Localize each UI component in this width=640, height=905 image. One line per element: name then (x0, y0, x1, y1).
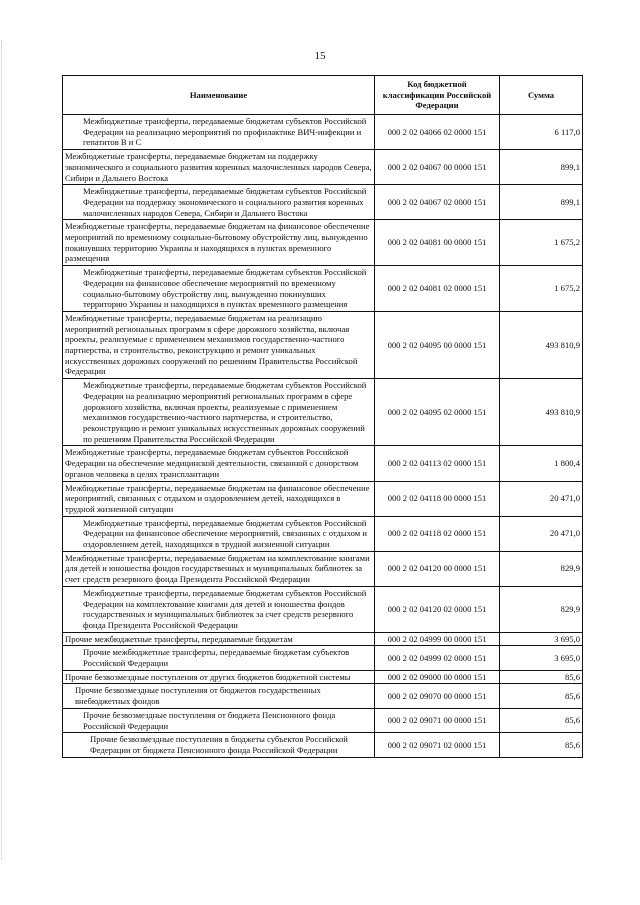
scan-edge-mark (1, 40, 6, 860)
table-row (63, 551, 583, 586)
row-name-cell: Межбюджетные трансферты, передаваемые бюджетам на финансовое обеспечение мероприятий, связанных с отдыхом и оздоровлением детей, находящихся в трудной жизненной ситуации (63, 481, 375, 516)
row-code-cell: 000 2 02 04118 02 0000 151 (375, 516, 500, 551)
row-name-cell: Межбюджетные трансферты, передаваемые бюджетам на поддержку экономического и социального развития коренных малочисленных народов Севера, Сибири и Дальнего Востока (63, 150, 375, 185)
row-name-cell: Прочие безвозмездные поступления в бюджеты субъектов Российской Федерации от бюджета Пенсионного фонда Российской Федерации (63, 733, 375, 757)
table-row (63, 733, 583, 757)
row-sum-cell: 3 695,0 (500, 632, 583, 646)
header-sum: Сумма (500, 76, 583, 115)
row-name-cell: Межбюджетные трансферты, передаваемые бюджетам на комплектование книгами для детей и юношества фондов государственных и муниципальных библиотек за счет средств резервного фонда Президента Российской Федерации (63, 551, 375, 586)
row-code-cell: 000 2 02 04067 00 0000 151 (375, 150, 500, 185)
row-sum-cell: 829,9 (500, 586, 583, 632)
row-name-cell: Прочие межбюджетные трансферты, передаваемые бюджетам (63, 632, 375, 646)
row-code-cell: 000 2 02 04066 02 0000 151 (375, 115, 500, 150)
row-code-cell: 000 2 02 04113 02 0000 151 (375, 446, 500, 481)
row-code-cell: 000 2 02 04067 02 0000 151 (375, 185, 500, 220)
table-row (63, 311, 583, 378)
table-header-row (63, 76, 583, 115)
table-row (63, 481, 583, 516)
row-code-cell: 000 2 02 04118 00 0000 151 (375, 481, 500, 516)
table-row (63, 586, 583, 632)
row-sum-cell: 85,6 (500, 733, 583, 757)
table-row (63, 185, 583, 220)
table-row (63, 115, 583, 150)
row-sum-cell: 899,1 (500, 185, 583, 220)
row-code-cell: 000 2 02 09000 00 0000 151 (375, 670, 500, 684)
row-name-cell: Межбюджетные трансферты, передаваемые бюджетам на реализацию мероприятий региональных программ в сфере дорожного хозяйства, включая проекты, реализуемые с применением механизмов государственно-частного партнерства, и строительство, реконструкцию и ремонт уникальных искусственных дорожных сооружений по решениям Правительства Российской Федерации (63, 311, 375, 378)
row-sum-cell: 1 800,4 (500, 446, 583, 481)
row-sum-cell: 85,6 (500, 684, 583, 708)
row-sum-cell: 493 810,9 (500, 379, 583, 446)
row-code-cell: 000 2 02 04081 00 0000 151 (375, 220, 500, 266)
row-sum-cell: 85,6 (500, 670, 583, 684)
row-sum-cell: 85,6 (500, 708, 583, 732)
row-sum-cell: 829,9 (500, 551, 583, 586)
row-sum-cell: 6 117,0 (500, 115, 583, 150)
row-sum-cell: 20 471,0 (500, 516, 583, 551)
row-name-cell: Межбюджетные трансферты, передаваемые бюджетам субъектов Российской Федерации на обеспечение медицинской деятельности, связанной с донорством органов человека в целях трансплантации (63, 446, 375, 481)
row-code-cell: 000 2 02 09071 02 0000 151 (375, 733, 500, 757)
row-sum-cell: 3 695,0 (500, 646, 583, 670)
row-sum-cell: 20 471,0 (500, 481, 583, 516)
row-code-cell: 000 2 02 04999 00 0000 151 (375, 632, 500, 646)
row-sum-cell: 1 675,2 (500, 220, 583, 266)
row-code-cell: 000 2 02 09070 00 0000 151 (375, 684, 500, 708)
table-row (63, 670, 583, 684)
row-name-cell: Межбюджетные трансферты, передаваемые бюджетам субъектов Российской Федерации на поддержку экономического и социального развития коренных малочисленных народов Севера, Сибири и Дальнего Востока (63, 185, 375, 220)
row-code-cell: 000 2 02 04095 00 0000 151 (375, 311, 500, 378)
header-name: Наименование (63, 76, 375, 115)
row-code-cell: 000 2 02 04999 02 0000 151 (375, 646, 500, 670)
row-code-cell: 000 2 02 04120 00 0000 151 (375, 551, 500, 586)
row-name-cell: Межбюджетные трансферты, передаваемые бюджетам субъектов Российской Федерации на финансовое обеспечение мероприятий по временному социально-бытовому обустройству лиц, вынужденно покинувших территорию Украины и находящихся в пунктах временного размещения (63, 266, 375, 312)
table-row (63, 266, 583, 312)
row-sum-cell: 493 810,9 (500, 311, 583, 378)
page-number: 15 (314, 50, 326, 62)
table-row (63, 220, 583, 266)
row-name-cell: Прочие безвозмездные поступления от других бюджетов бюджетной системы (63, 670, 375, 684)
row-sum-cell: 1 675,2 (500, 266, 583, 312)
header-code: Код бюджетной классификации Российской Федерации (375, 76, 500, 115)
row-name-cell: Межбюджетные трансферты, передаваемые бюджетам субъектов Российской Федерации на финансовое обеспечение мероприятий, связанных с отдыхом и оздоровлением детей, находящихся в трудной жизненной ситуации (63, 516, 375, 551)
row-name-cell: Прочие безвозмездные поступления от бюджета Пенсионного фонда Российской Федерации (63, 708, 375, 732)
table-row (63, 684, 583, 708)
budget-table (62, 75, 583, 758)
row-sum-cell: 899,1 (500, 150, 583, 185)
row-name-cell: Межбюджетные трансферты, передаваемые бюджетам субъектов Российской Федерации на комплектование книгами для детей и юношества фондов государственных и муниципальных библиотек за счет средств резервного фонда Президента Российской Федерации (63, 586, 375, 632)
row-code-cell: 000 2 02 04120 02 0000 151 (375, 586, 500, 632)
table-row (63, 632, 583, 646)
table-row (63, 708, 583, 732)
row-name-cell: Прочие безвозмездные поступления от бюджетов государственных внебюджетных фондов (63, 684, 375, 708)
table-row (63, 379, 583, 446)
table-row (63, 646, 583, 670)
row-name-cell: Межбюджетные трансферты, передаваемые бюджетам субъектов Российской Федерации на реализацию мероприятий региональных программ в сфере дорожного хозяйства, включая проекты, реализуемые с применением механизмов государственно-частного партнерства, и строительство, реконструкцию и ремонт уникальных искусственных дорожных сооружений по решениям Правительства Российской Федерации (63, 379, 375, 446)
table-row (63, 446, 583, 481)
row-name-cell: Межбюджетные трансферты, передаваемые бюджетам на финансовое обеспечение мероприятий по временному социально-бытовому обустройству лиц, вынужденно покинувших территорию Украины и находящихся в пунктах временного размещения (63, 220, 375, 266)
row-name-cell: Межбюджетные трансферты, передаваемые бюджетам субъектов Российской Федерации на реализацию мероприятий по профилактике ВИЧ-инфекции и гепатитов В и С (63, 115, 375, 150)
row-name-cell: Прочие межбюджетные трансферты, передаваемые бюджетам субъектов Российской Федерации (63, 646, 375, 670)
row-code-cell: 000 2 02 04081 02 0000 151 (375, 266, 500, 312)
table-row (63, 150, 583, 185)
table-row (63, 516, 583, 551)
row-code-cell: 000 2 02 09071 00 0000 151 (375, 708, 500, 732)
row-code-cell: 000 2 02 04095 02 0000 151 (375, 379, 500, 446)
